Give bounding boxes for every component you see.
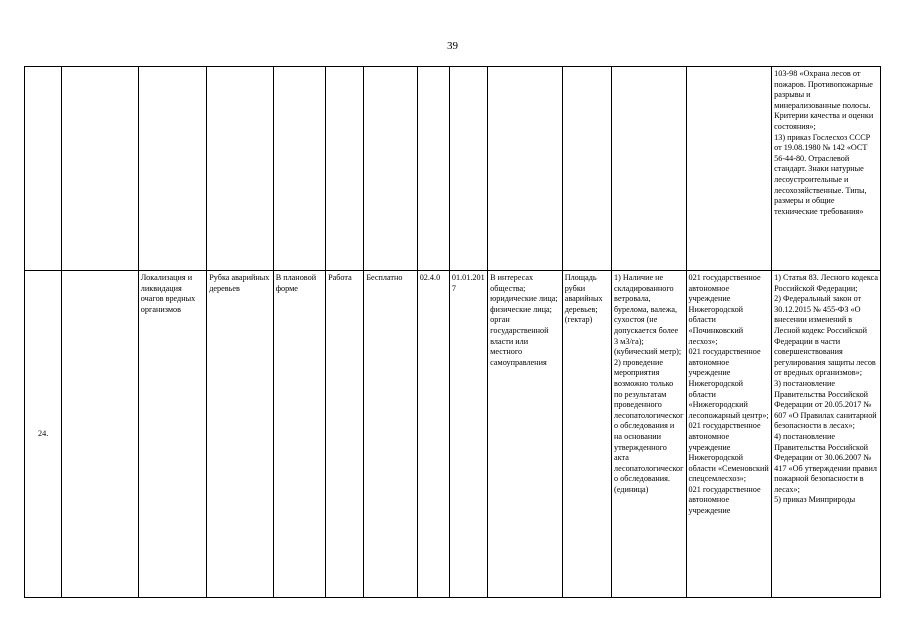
table-row-24 [25,271,881,598]
cell-empty [562,67,611,271]
cell-legal-basis: 1) Статья 83. Лесного кодекса Российской Федерации; 2) Федеральный закон от 30.12.2015 № 455-ФЗ «О внесении изменений в Лесной кодекс Российской Федерации в части совершенствования регулирования защиты лесов от вредных организмов»; 3) постановление Правительства Российской Федерации от 20.05.2017 № 607 «О Правилах санитарной безопасности в лесах»; 4) постановление Правительства Российской Федерации от 30.06.2007 № 417 «Об утверждении правил пожарной безопасности в лесах»; 5) приказ Минприроды [772,271,881,598]
cell-empty [25,67,62,271]
cell-empty [417,67,449,271]
cell-empty [273,67,325,271]
cell-empty [138,67,206,271]
cell-empty [612,67,687,271]
cell-payment: Бесплатно [364,271,417,598]
cell-recipients: В интересах общества; юридические лица; физические лица; орган государственной власти или местного самоуправления [488,271,563,598]
cell-institutions: 021 государственное автономное учреждение Нижегородской области «Починковский лесхоз»; 021 государственное автономное учреждение Нижегородской области «Нижегородский лесопожарный центр»; 021 государственное автономное учреждение Нижегородской области «Семеновский спецсемлесхоз»; 021 государственное автономное учреждение [686,271,772,598]
cell-form: В плановой форме [273,271,325,598]
cell-indicators: 1) Наличие не складированного ветровала, бурелома, валежа, сухостоя (не допускается более 3 м3/га); (кубический метр); 2) проведение мероприятия возможно только по результатам проведенного лесопатологического обследования и на основании утвержденного акта лесопатологического обследования. (единица) [612,271,687,598]
cell-legal-basis-continued: 103-98 «Охрана лесов от пожаров. Противопожарные разрывы и минерализованные полосы. Критерии качества и оценки состояния»; 13) приказ Гослесхоз СССР от 19.08.1980 № 142 «ОСТ 56-44-80. Отраслевой стандарт. Знаки натурные лесоустроительные и лесохозяйственные. Типы, размеры и общие технические требования» [772,67,881,271]
cell-empty [62,271,139,598]
cell-empty [449,67,487,271]
cell-code: 02.4.0 [417,271,449,598]
cell-unit: Площадь рубки аварийных деревьев; (гектар) [562,271,611,598]
table-row-continuation [25,67,881,271]
cell-empty [207,67,273,271]
services-table [24,66,881,598]
cell-kind: Работа [326,271,364,598]
cell-date: 01.01.2017 [449,271,487,598]
cell-work-type: Рубка аварийных деревьев [207,271,273,598]
page-number: 39 [447,40,458,52]
cell-row-number: 24. [25,271,62,598]
cell-empty [364,67,417,271]
cell-empty [62,67,139,271]
cell-empty [686,67,772,271]
cell-empty [326,67,364,271]
cell-empty [488,67,563,271]
cell-service-name: Локализация и ликвидация очагов вредных организмов [138,271,206,598]
